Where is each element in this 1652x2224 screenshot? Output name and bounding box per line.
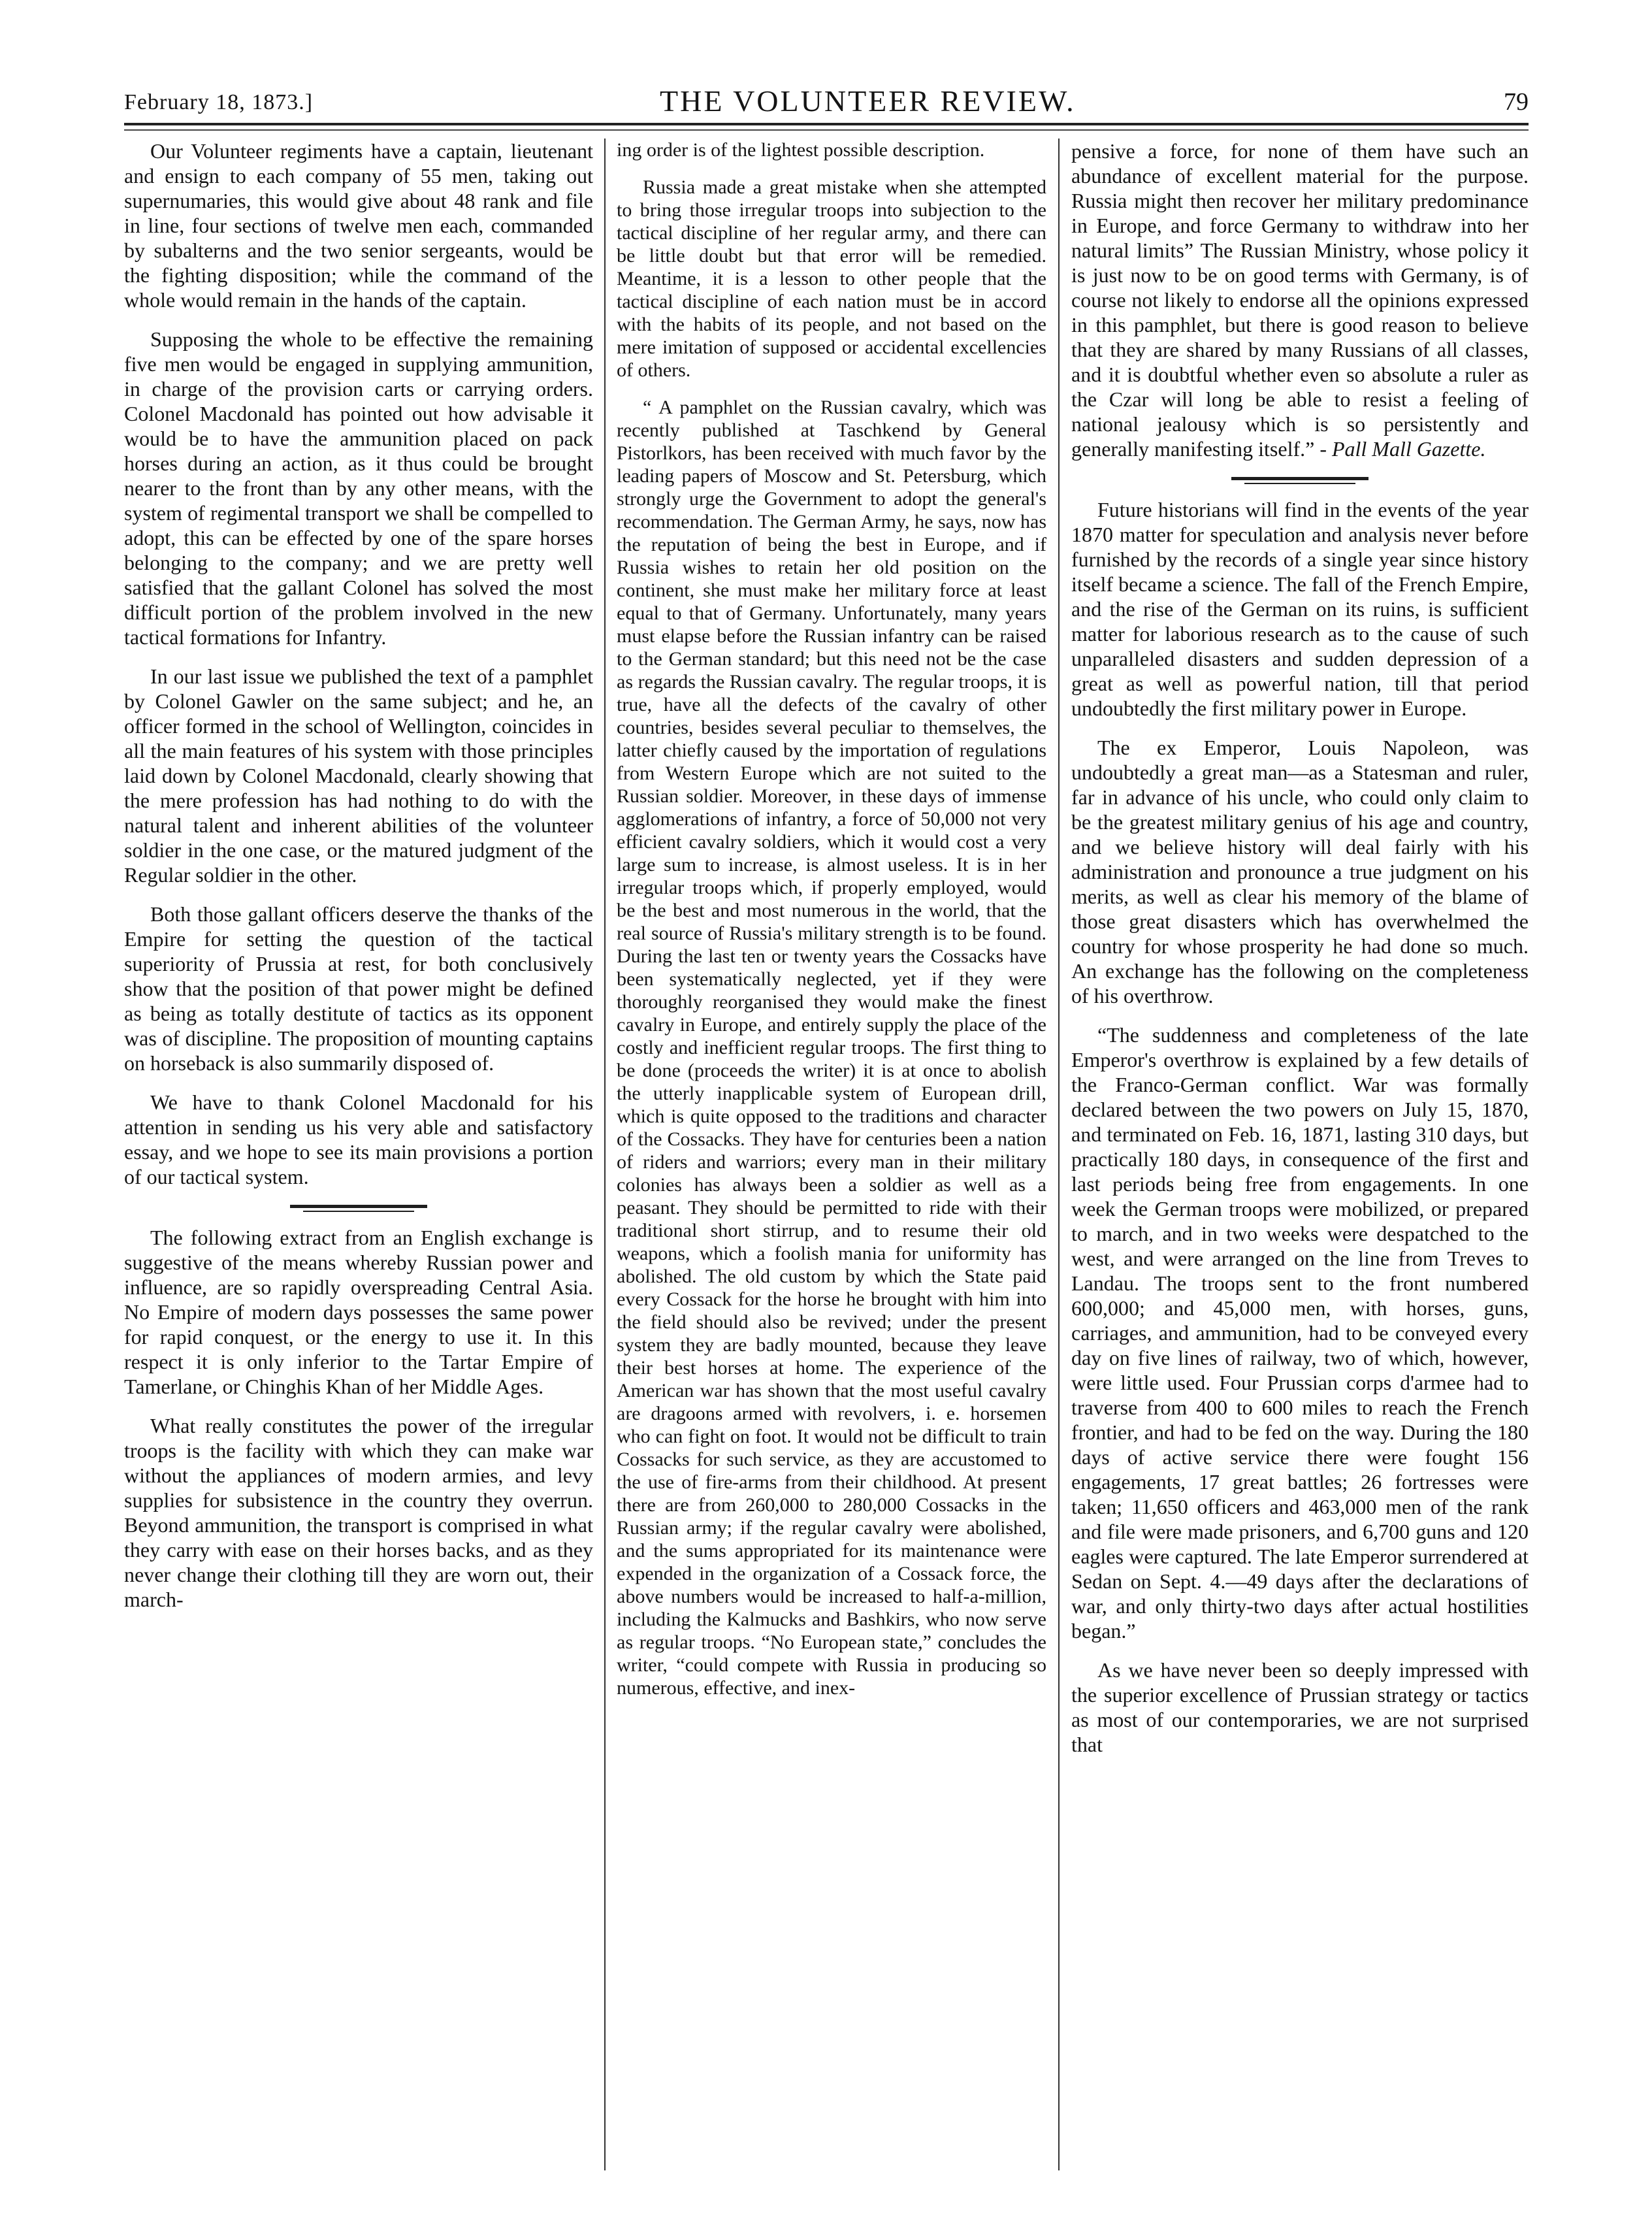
paragraph-never-impressed: As we have never been so deeply impressed with the superior excellence of Prussian strategy or tactics as most of our contemporaries, we are not surprised that: [1071, 1658, 1529, 1756]
paragraph-russia-mistake: Russia made a great mistake when she attempted to bring those irregular troops into subjection to the tactical discipline of her regular army, and there can be little doubt but that error will be remedied. Meantime, it is a lesson to other people that the tactical discipline of each nation must be in accord with the habits of its people, and not based on the mere imitation of supposed or accidental excellencies of others.: [617, 176, 1046, 381]
paragraph-supposing-whole: Supposing the whole to be effective the remaining five men would be engaged in supplying ammunition, in charge of the provision carts or carrying orders. Colonel Macdonald has pointed out how advisable it would be to have the ammunition placed on pack horses during an action, as it thus could be brought nearer to the front than by any other means, with the system of regimental transport we shall be compelled to adopt, this can be effected by one of the spare horses belonging to the company; and we are pretty well satisfied that the gallant Colonel has solved the most difficult portion of the problem involved in the new tactical formations for Infantry.: [124, 327, 593, 649]
paragraph-irregular-troops: What really constitutes the power of the irregular troops is the facility with which they can make war without the appliances of modern armies, and levy supplies for subsistence in the country they overrun. Beyond ammunition, the transport is comprised in what they carry with ease on their horses backs, and as they never change their clothing till they are worn out, their march-: [124, 1414, 593, 1611]
page-header: [124, 84, 1529, 123]
paragraph-volunteer-regiments: Our Volunteer regiments have a captain, lieutenant and ensign to each company of 55 men, taking out supernumaries, this would give about 48 rank and file in line, four sections of twelve men each, commanded by subalterns and the two senior sergeants, would be the fighting disposition; while the command of the whole would remain in the hands of the captain.: [124, 139, 593, 312]
paragraph-ex-emperor: The ex Emperor, Louis Napoleon, was undoubtedly a great man—as a Statesman and ruler, far in advance of his uncle, who could only claim to be the greatest military genius of his age and country, and we believe history will deal fairly with his administration and pronounce a true judgment on his merits, as well as clear his memory of the blame of those great disasters which has overwhelmed the country for whose prosperity he had done so much. An exchange has the following on the completeness of his overthrow.: [1071, 736, 1529, 1007]
section-divider: [290, 1205, 427, 1208]
header-rule: [124, 123, 1529, 125]
header-title: THE VOLUNTEER REVIEW.: [660, 84, 1076, 118]
column-1: [124, 139, 593, 1626]
paragraph-following-extract: The following extract from an English exchange is suggestive of the means whereby Russian power and influence, are so rapidly overspreading Central Asia. No Empire of modern days possesses the same power for rapid conquest, or the energy to use it. In this respect it is only inferior to the Tartar Empire of Tamerlane, or Chinghis Khan of her Middle Ages.: [124, 1226, 593, 1398]
header-rule-thin: [124, 129, 1529, 131]
section-divider: [1231, 477, 1369, 480]
paragraph-gallant-officers: Both those gallant officers deserve the thanks of the Empire for setting the question of the tactical superiority of Prussia at rest, for both conclusively show that the position of that power might be defined as being as totally destitute of tactics as its opponent was of discipline. The proposition of mounting captains on horseback is also summarily disposed of.: [124, 902, 593, 1075]
column-rule-1: [604, 139, 606, 2170]
paragraph-pamphlet-quote: “ A pamphlet on the Russian cavalry, which was recently published at Taschkend by General Pistorlkors, has been received with much favor by the leading papers of Moscow and St. Petersburg, which strongly urge the Government to adopt the general's recommendation. The German Army, he says, now has the reputation of being the best in Europe, and if Russia wishes to retain her old position on the continent, she must make her military force at least equal to that of Germany. Unfortunately, many years must elapse before the Russian infantry can be raised to the German standard; but this need not be the case as regards the Russian cavalry. The regular troops, it is true, have all the defects of the cavalry of other countries, besides several peculiar to themselves, the latter chiefly caused by the importation of regulations from Western Europe which are not suited to the Russian soldier. Moreover, in these days of immense agglomerations of infantry, a force of 50,000 not very efficient cavalry soldiers, which it would cost a very large sum to increase, is almost useless. It is in her irregular troops which, if properly employed, would be the best and most numerous in the world, that the real source of Russia's military strength is to be found. During the last ten or twenty years the Cossacks have been systematically neglected, yet if they were thoroughly reorganised they would make the finest cavalry in Europe, and entirely supply the place of the costly and inefficient regular troops. The first thing to be done (proceeds the writer) it is at once to abolish the utterly inapplicable system of European drill, which is quite opposed to the traditions and character of the Cossacks. They have for centuries been a nation of riders and warriors; every man in their military colonies has always been a soldier as well as a peasant. They should be permitted to ride with their traditional short stirrup, and to resume their old weapons, which a foolish mania for uniformity has abolished. The old custom by which the State paid every Cossack for the horse he brought with him into the field should also be revived; under the present system they are badly mounted, because they leave their best horses at home. The experience of the American war has shown that the most useful cavalry are dragoons armed with revolvers, i. e. horsemen who can fight on foot. It would not be difficult to train Cossacks for such service, as they are accustomed to the use of fire-arms from their childhood. At present there are from 260,000 to 280,000 Cossacks in the Russian army; if the regular cavalry were abolished, and the sums appropriated for its maintenance were expended in the organization of a Cossack force, the above numbers would be increased to half-a-million, including the Kalmucks and Bashkirs, who now serve as regular troops. “No European state,” concludes the writer, “could compete with Russia in producing so numerous, effective, and inex-: [617, 397, 1046, 1699]
column-3: [1071, 139, 1529, 1771]
header-page-number: 79: [1504, 88, 1529, 116]
paragraph-last-issue: In our last issue we published the text of a pamphlet by Colonel Gawler on the same subject; and he, an officer formed in the school of Wellington, coincides in all the main features of his system with those principles laid down by Colonel Macdonald, clearly showing that the mere profession has had nothing to do with the natural talent and inherent abilities of the volunteer soldier in the one case, or the matured judgment of the Regular soldier in the other.: [124, 664, 593, 887]
paragraph-future-historians: Future historians will find in the events of the year 1870 matter for speculation and analysis never before furnished by the records of a single year since history itself became a science. The fall of the French Empire, and the rise of the German on its ruins, is sufficient matter for laborious research as to the cause of such unparalleled disasters and sudden depression of a great as well as powerful nation, till that period undoubtedly the first military power in Europe.: [1071, 498, 1529, 720]
header-date: February 18, 1873.]: [124, 90, 314, 114]
quote-continuation: pensive a force, for none of them have such an abundance of excellent material for the purpose. Russia might then recover her military predominance in Europe, and force Germany to withdraw into her natural limits” The Russian Ministry, whose policy it is just now to be on good terms with Germany, is of course not likely to endorse all the opinions expressed in this pamphlet, but there is good reason to believe that they are shared by many Russians of all classes, and it is doubtful whether even so absolute a ruler as the Czar will long be able to resist a feeling of national jealousy which is so persistently and generally manifesting itself.” -: [1071, 139, 1529, 461]
paragraph-marching-order: ing order is of the lightest possible description.: [617, 139, 985, 161]
paragraph-suddenness: “The suddenness and completeness of the late Emperor's overthrow is explained by a few details of the Franco-German conflict. War was formally declared between the two powers on July 15, 1870, and terminated on Feb. 16, 1871, lasting 310 days, but practically 180 days, in consequence of the first and last periods being free from engagements. In one week the German troops were mobilized, or prepared to march, and in two weeks were despatched to the west, and were arranged on the line from Treves to Landau. The troops sent to the front numbered 600,000; and 45,000 men, with horses, guns, carriages, and ammunition, had to be conveyed every day on five lines of railway, two of which, however, were little used. Four Prussian corps d'armee had to traverse from 400 to 600 miles to reach the French frontier, and had to be fed on the way. During the 180 days of active service there were fought 156 engagements, 17 great battles; 26 fortresses were taken; 11,650 officers and 463,000 men of the rank and file were made prisoners, and 6,700 guns and 120 eagles were captured. The late Emperor surrendered at Sedan on Sept. 4.—49 days after the declarations of war, and only thirty-two days after actual hostilities began.”: [1071, 1023, 1529, 1643]
column-rule-2: [1058, 139, 1060, 2170]
paragraph-thank-colonel: We have to thank Colonel Macdonald for his attention in sending us his very able and satisfactory essay, and we hope to see its main provisions a portion of our tactical system.: [124, 1090, 593, 1188]
column-2: [617, 139, 1046, 1714]
paragraph-inexpensive-force: [1071, 139, 1529, 461]
source-signature: Pall Mall Gazette.: [1331, 437, 1486, 461]
